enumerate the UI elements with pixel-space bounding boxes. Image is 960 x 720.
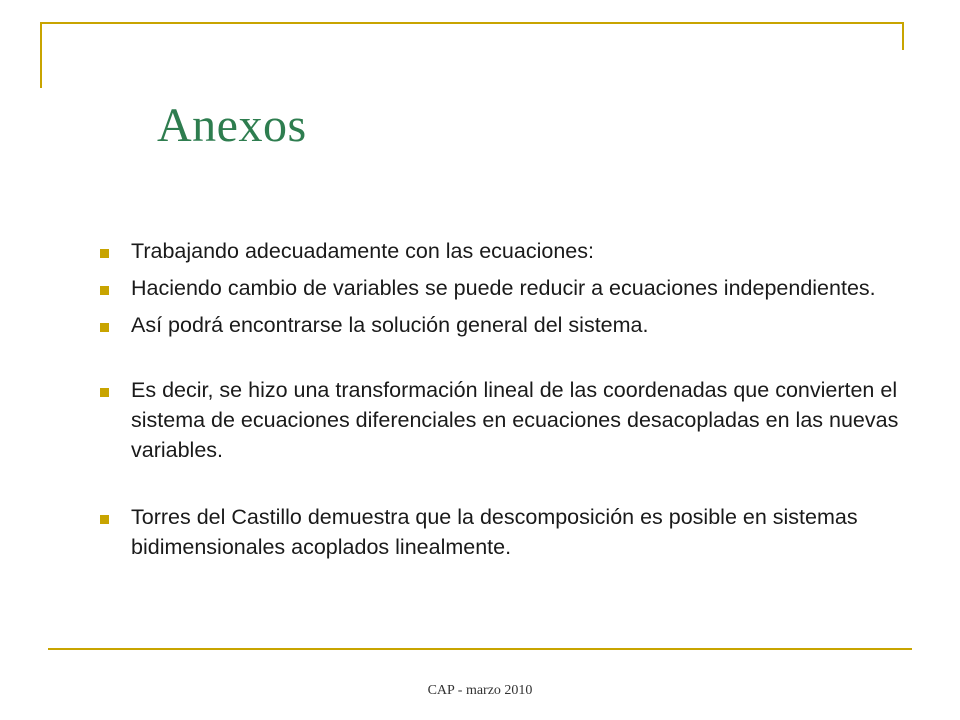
bullet-text: Torres del Castillo demuestra que la descomposición es posible en sistemas bidimensionales acoplados linealmente.	[131, 505, 858, 559]
slide-footer: CAP - marzo 2010	[427, 683, 533, 698]
square-bullet-icon	[100, 388, 109, 397]
frame-right-line	[902, 22, 904, 50]
square-bullet-icon	[100, 323, 109, 332]
slide-title: Anexos	[157, 99, 307, 152]
square-bullet-icon	[100, 515, 109, 524]
bullet-text: Trabajando adecuadamente con las ecuaciones:	[131, 239, 594, 263]
bullet-item	[100, 273, 900, 303]
bullet-text: Es decir, se hizo una transformación lineal de las coordenadas que convierten el sistema de ecuaciones diferenciales en ecuaciones desacopladas en las nuevas variables.	[131, 378, 899, 462]
bullet-item	[100, 375, 900, 465]
bullet-text: Así podrá encontrarse la solución general del sistema.	[131, 313, 649, 337]
bullet-item	[100, 502, 900, 562]
frame-left-line	[40, 22, 42, 88]
square-bullet-icon	[100, 286, 109, 295]
frame-bottom-line	[48, 648, 912, 650]
bullet-text: Haciendo cambio de variables se puede reducir a ecuaciones independientes.	[131, 276, 876, 300]
frame-top-line	[40, 22, 904, 24]
bullet-list	[100, 236, 900, 562]
square-bullet-icon	[100, 249, 109, 258]
bullet-item	[100, 236, 900, 266]
bullet-item	[100, 310, 900, 340]
